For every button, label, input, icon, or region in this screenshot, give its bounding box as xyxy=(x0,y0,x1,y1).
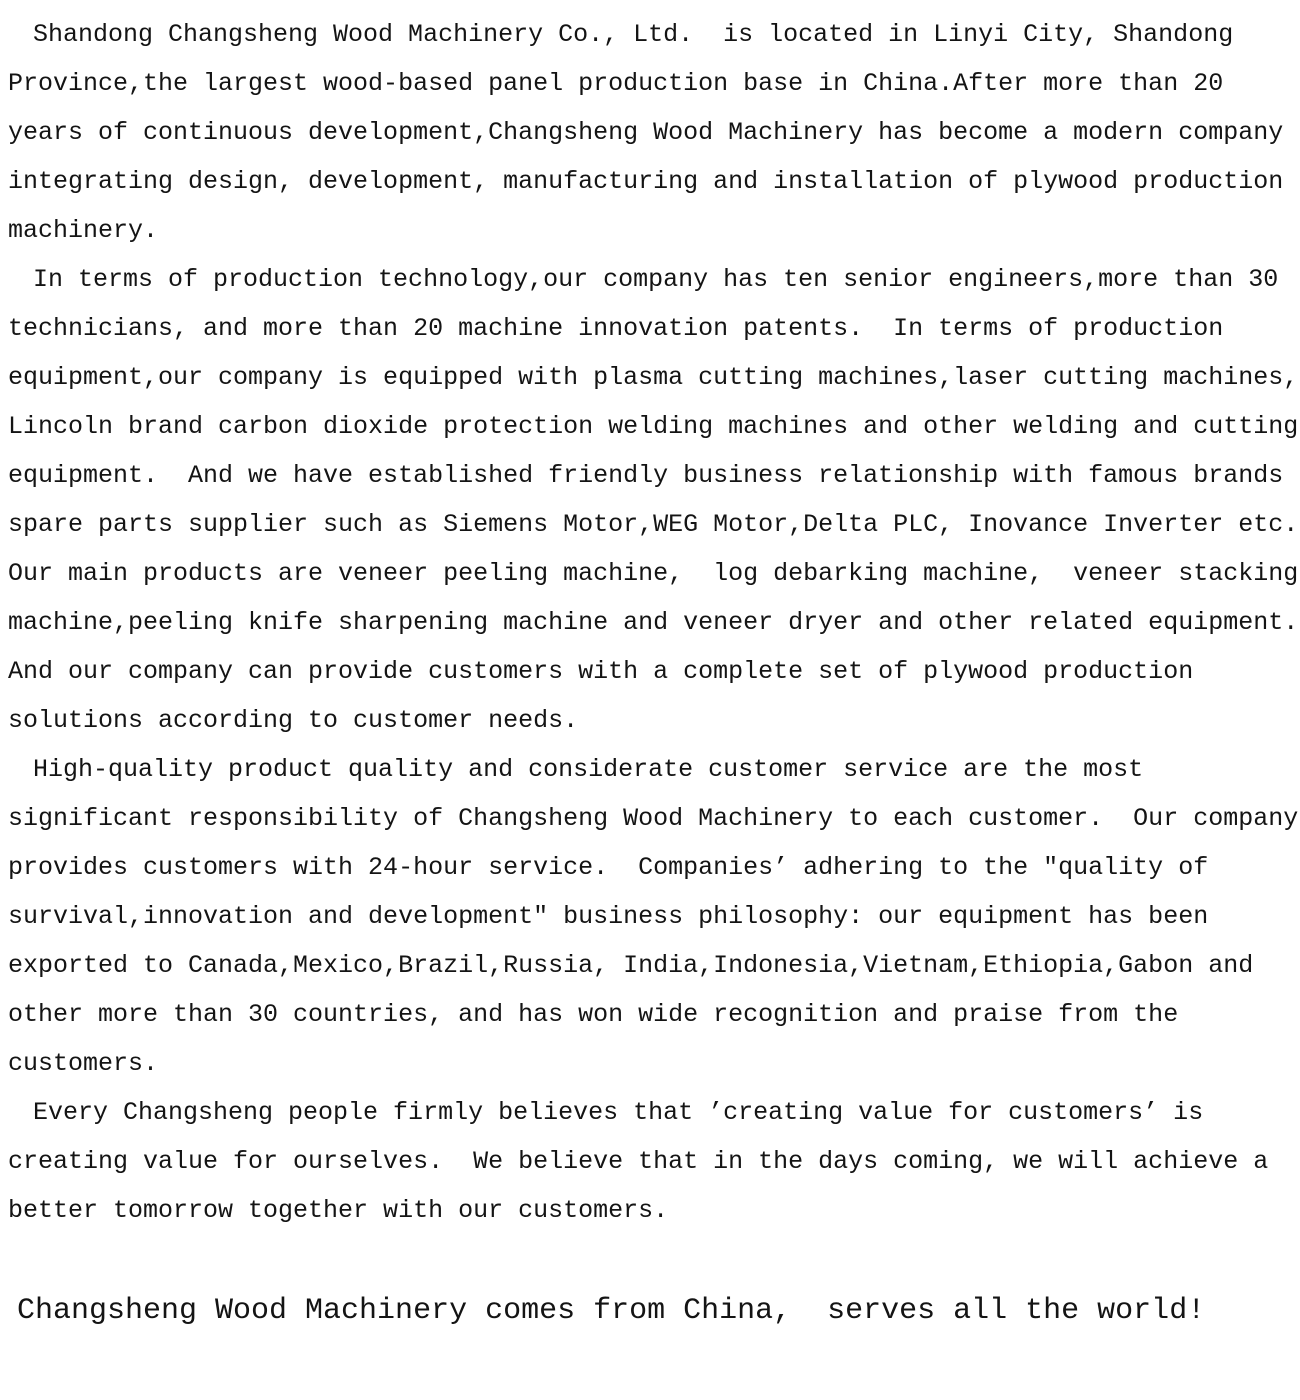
text-line: technicians, and more than 20 machine innovation patents. In terms of production xyxy=(8,314,1224,343)
text-line: years of continuous development,Changsheng Wood Machinery has become a modern company xyxy=(8,118,1284,147)
text-line: Shandong Changsheng Wood Machinery Co., Ltd. is located in Linyi City, Shandong xyxy=(33,20,1234,49)
text-line: Lincoln brand carbon dioxide protection welding machines and other welding and cutting xyxy=(8,412,1299,441)
text-line: solutions according to customer needs. xyxy=(8,706,579,735)
text-line: High-quality product quality and considerate customer service are the most xyxy=(33,755,1144,784)
text-line: spare parts supplier such as Siemens Motor,WEG Motor,Delta PLC, Inovance Inverter etc. xyxy=(8,510,1299,539)
text-line: Every Changsheng people firmly believes that ’creating value for customers’ is xyxy=(33,1098,1204,1127)
text-line: better tomorrow together with our customers. xyxy=(8,1196,669,1225)
paragraph-quality-service xyxy=(8,745,1300,1088)
paragraph-company-values xyxy=(8,1088,1300,1235)
text-line: survival,innovation and development″ business philosophy: our equipment has been xyxy=(8,902,1209,931)
text-line: creating value for ourselves. We believe that in the days coming, we will achieve a xyxy=(8,1147,1269,1176)
text-line: In terms of production technology,our company has ten senior engineers,more than 30 xyxy=(33,265,1279,294)
text-line: equipment,our company is equipped with plasma cutting machines,laser cutting machines, xyxy=(8,363,1299,392)
paragraph-company-intro xyxy=(8,10,1300,255)
text-line: Our main products are veneer peeling machine, log debarking machine, veneer stacking xyxy=(8,559,1299,588)
text-line: Province,the largest wood-based panel production base in China.After more than 20 xyxy=(8,69,1224,98)
text-line: integrating design, development, manufacturing and installation of plywood production xyxy=(8,167,1284,196)
text-line: machine,peeling knife sharpening machine and veneer dryer and other related equipment. xyxy=(8,608,1299,637)
text-line: And our company can provide customers with a complete set of plywood production xyxy=(8,657,1194,686)
paragraph-production-technology xyxy=(8,255,1300,745)
company-slogan: Changsheng Wood Machinery comes from China, serves all the world! xyxy=(17,1294,1206,1328)
text-line: significant responsibility of Changsheng Wood Machinery to each customer. Our company xyxy=(8,804,1299,833)
text-line: equipment. And we have established friendly business relationship with famous brands xyxy=(8,461,1284,490)
text-line: other more than 30 countries, and has won wide recognition and praise from the xyxy=(8,1000,1179,1029)
text-line: customers. xyxy=(8,1049,159,1078)
text-line: exported to Canada,Mexico,Brazil,Russia, India,Indonesia,Vietnam,Ethiopia,Gabon and xyxy=(8,951,1254,980)
text-line: machinery. xyxy=(8,216,159,245)
text-line: provides customers with 24-hour service. Companies’ adhering to the ″quality of xyxy=(8,853,1209,882)
